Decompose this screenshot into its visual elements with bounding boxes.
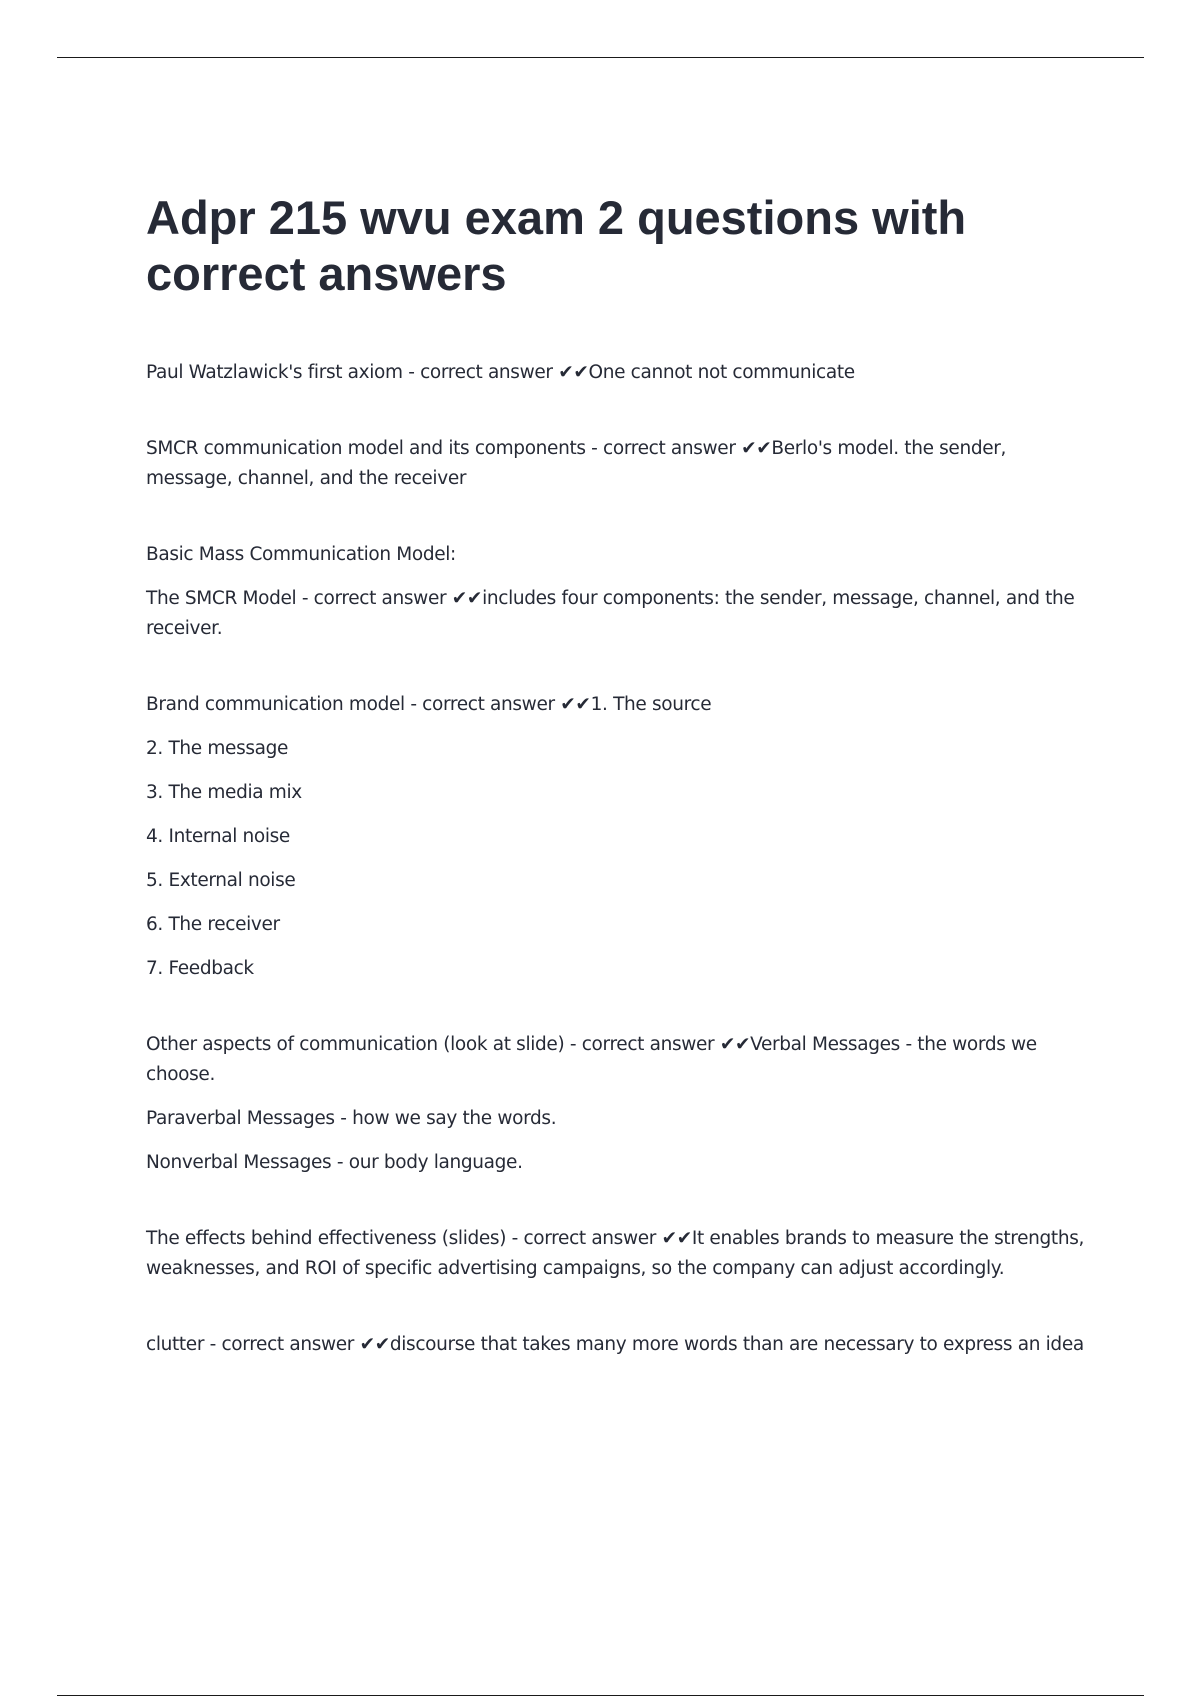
title-line-2: correct answers [146,247,507,300]
list-item: 3. The media mix [146,782,302,803]
title-line-1: Adpr 215 wvu exam 2 questions with [146,191,967,244]
qa-block [146,1330,1096,1360]
list-item: 4. Internal noise [146,826,290,847]
list-item: 7. Feedback [146,958,254,979]
top-divider [57,57,1144,58]
qa-paragraph: The SMCR Model - correct answer ✔✔includes four components: the sender, message, channel, and the receiver. [146,588,1075,639]
document-body [146,190,1096,1374]
qa-paragraph: The effects behind effectiveness (slides) - correct answer ✔✔It enables brands to measure the strengths, weaknesses, and ROI of specific advertising campaigns, so the company can adjust accordingly. [146,1228,1085,1279]
qa-paragraph: Other aspects of communication (look at slide) - correct answer ✔✔Verbal Messages - the words we choose. [146,1034,1037,1085]
qa-block [146,1030,1096,1178]
qa-block [146,1224,1096,1284]
qa-paragraph: Nonverbal Messages - our body language. [146,1152,523,1173]
page-title [146,190,1096,302]
qa-block [146,690,1096,984]
qa-paragraph: clutter - correct answer ✔✔discourse that takes many more words than are necessary to express an idea [146,1334,1084,1355]
qa-paragraph: Paul Watzlawick's first axiom - correct answer ✔✔One cannot not communicate [146,362,855,383]
qa-block [146,358,1096,388]
list-item: 2. The message [146,738,289,759]
bottom-divider [57,1695,1144,1696]
qa-paragraph: Paraverbal Messages - how we say the words. [146,1108,557,1129]
list-item: 6. The receiver [146,914,280,935]
qa-list [146,358,1096,1360]
list-item: 5. External noise [146,870,296,891]
qa-paragraph: Basic Mass Communication Model: [146,544,456,565]
qa-block [146,540,1096,644]
qa-paragraph: Brand communication model - correct answer ✔✔1. The source [146,694,712,715]
qa-paragraph: SMCR communication model and its components - correct answer ✔✔Berlo's model. the sender, message, channel, and the receiver [146,438,1007,489]
qa-block [146,434,1096,494]
